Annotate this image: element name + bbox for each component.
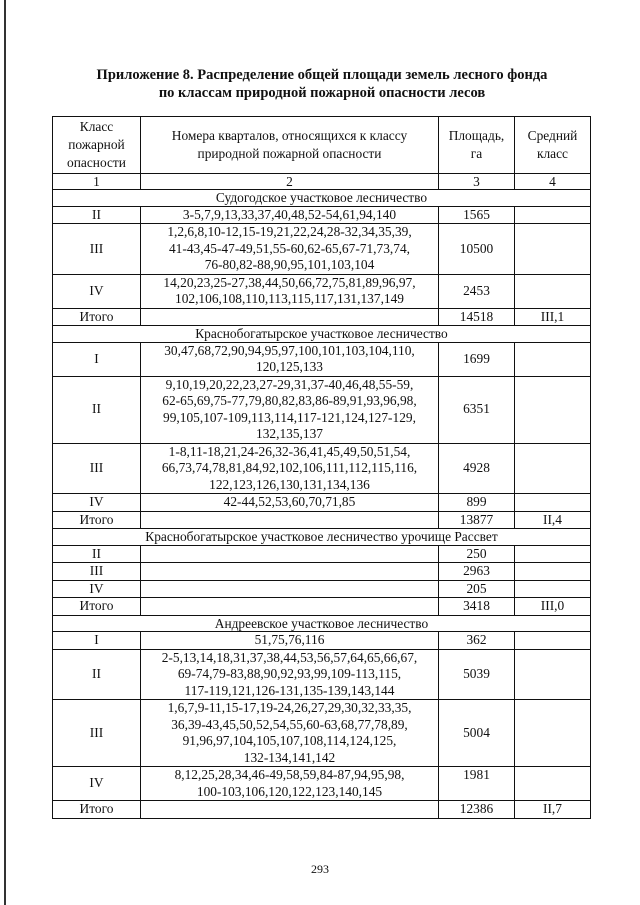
column-number-row	[53, 174, 591, 190]
table-row	[53, 563, 591, 581]
quarters-line: 30,47,68,72,90,94,95,97,100,101,103,104,110,	[164, 342, 415, 358]
table-row	[53, 700, 591, 767]
fire-class-cell: IV	[53, 580, 141, 598]
table-row	[53, 443, 591, 494]
quarters-cell	[141, 545, 439, 563]
total-quarters-cell	[141, 511, 439, 529]
quarters-line: 36,39-43,45,50,52,54,55,60-63,68,77,78,89,	[171, 716, 408, 732]
quarters-line: 122,123,126,130,131,134,136	[209, 476, 370, 492]
quarters-cell	[141, 443, 439, 494]
quarters-line: 1,6,7,9-11,15-17,19-24,26,27,29,30,32,33,35,	[167, 700, 412, 715]
header-class: Класс пожарной опасности	[53, 117, 141, 174]
average-class-cell	[515, 649, 591, 700]
average-class-cell	[515, 767, 591, 801]
area-cell: 5039	[439, 649, 515, 700]
fire-class-cell: IV	[53, 274, 141, 308]
fire-class-cell: III	[53, 443, 141, 494]
quarters-cell	[141, 494, 439, 512]
fire-class-cell: II	[53, 649, 141, 700]
fire-class-cell: II	[53, 376, 141, 443]
header-row	[53, 117, 591, 174]
page-title	[52, 66, 592, 102]
table-row	[53, 649, 591, 700]
area-cell: 1981	[439, 767, 515, 801]
area-cell: 1565	[439, 206, 515, 224]
average-class-cell	[515, 563, 591, 581]
section-name: Судогодское участковое лесничество	[53, 190, 591, 207]
table-row	[53, 494, 591, 512]
total-label: Итого	[53, 598, 141, 616]
quarters-line: 62-65,69,75-77,79,80,82,83,86-89,91,93,96,98,	[162, 393, 417, 408]
table-row	[53, 632, 591, 650]
fire-class-cell: III	[53, 700, 141, 767]
scan-edge-line	[4, 0, 6, 905]
section-name: Краснобогатырское участковое лесничество	[53, 326, 591, 343]
quarters-cell	[141, 376, 439, 443]
area-cell: 10500	[439, 224, 515, 275]
quarters-line: 2-5,13,14,18,31,37,38,44,53,56,57,64,65,66,67,	[161, 649, 418, 665]
average-class-cell	[515, 545, 591, 563]
total-row	[53, 308, 591, 326]
fire-class-cell: III	[53, 563, 141, 581]
area-cell: 1699	[439, 342, 515, 376]
area-cell: 205	[439, 580, 515, 598]
quarters-cell	[141, 206, 439, 224]
average-class-cell	[515, 224, 591, 275]
quarters-line: 9,10,19,20,22,23,27-29,31,37-40,46,48,55-59,	[165, 376, 414, 392]
quarters-line: 42-44,52,53,60,70,71,85	[223, 494, 356, 509]
total-row	[53, 598, 591, 616]
table-row	[53, 580, 591, 598]
area-cell: 899	[439, 494, 515, 512]
column-number: 4	[515, 174, 591, 190]
table-body	[53, 190, 591, 819]
quarters-cell	[141, 274, 439, 308]
average-class-cell	[515, 443, 591, 494]
area-cell: 250	[439, 545, 515, 563]
quarters-line: 132,135,137	[256, 426, 323, 441]
quarters-line: 8,12,25,28,34,46-49,58,59,84-87,94,95,98,	[174, 767, 405, 782]
header-average: Средний класс	[515, 117, 591, 174]
page-number: 293	[311, 862, 329, 876]
title-line-2: по классам природной пожарной опасности лесов	[158, 85, 486, 101]
section-name: Краснобогатырское участковое лесничество урочище Рассвет	[53, 529, 591, 546]
fire-class-cell: I	[53, 632, 141, 650]
section-header-row	[53, 615, 591, 632]
total-quarters-cell	[141, 598, 439, 616]
fire-class-cell: I	[53, 342, 141, 376]
total-area: 14518	[439, 308, 515, 326]
table-row	[53, 206, 591, 224]
title-line-1: Приложение 8. Распределение общей площади земель лесного фонда	[96, 67, 548, 83]
column-number: 2	[141, 174, 439, 190]
total-row	[53, 801, 591, 819]
area-cell: 5004	[439, 700, 515, 767]
fire-class-cell: II	[53, 545, 141, 563]
total-average-class: II,7	[515, 801, 591, 819]
fire-class-cell: IV	[53, 494, 141, 512]
total-label: Итого	[53, 511, 141, 529]
quarters-cell	[141, 767, 439, 801]
area-cell: 4928	[439, 443, 515, 494]
average-class-cell	[515, 632, 591, 650]
quarters-line: 41-43,45-47-49,51,55-60,62-65,67-71,73,74,	[168, 240, 410, 256]
total-average-class: III,0	[515, 598, 591, 616]
average-class-cell	[515, 376, 591, 443]
table-row	[53, 376, 591, 443]
total-average-class: II,4	[515, 511, 591, 529]
quarters-line: 99,105,107-109,113,114,117-121,124,127-129,	[163, 409, 416, 425]
total-row	[53, 511, 591, 529]
average-class-cell	[515, 206, 591, 224]
average-class-cell	[515, 494, 591, 512]
quarters-cell	[141, 563, 439, 581]
quarters-line: 102,106,108,110,113,115,117,131,137,149	[175, 291, 404, 306]
table-row	[53, 767, 591, 801]
table-row	[53, 224, 591, 275]
table-row	[53, 274, 591, 308]
quarters-line: 120,125,133	[256, 359, 323, 374]
area-cell: 6351	[439, 376, 515, 443]
total-quarters-cell	[141, 801, 439, 819]
quarters-line: 14,20,23,25-27,38,44,50,66,72,75,81,89,96,97,	[163, 274, 416, 290]
quarters-line: 51,75,76,116	[254, 632, 325, 647]
total-average-class: III,1	[515, 308, 591, 326]
quarters-line: 1-8,11-18,21,24-26,32-36,41,45,49,50,51,54,	[168, 443, 411, 459]
quarters-cell	[141, 632, 439, 650]
quarters-line: 100-103,106,120,122,123,140,145	[196, 783, 383, 799]
fire-class-cell: II	[53, 206, 141, 224]
header-area: Площадь, га	[439, 117, 515, 174]
fire-class-cell: III	[53, 224, 141, 275]
area-cell: 2453	[439, 274, 515, 308]
quarters-line: 66,73,74,78,81,84,92,102,106,111,112,115,116,	[161, 460, 418, 475]
quarters-cell	[141, 224, 439, 275]
quarters-line: 91,96,97,104,105,107,108,114,124,125,	[182, 733, 397, 748]
quarters-cell	[141, 342, 439, 376]
total-area: 3418	[439, 598, 515, 616]
quarters-line: 69-74,79-83,88,90,92,93,99,109-113,115,	[177, 666, 402, 681]
section-header-row	[53, 529, 591, 546]
fire-danger-table	[52, 116, 591, 819]
quarters-cell	[141, 649, 439, 700]
column-number: 3	[439, 174, 515, 190]
total-label: Итого	[53, 801, 141, 819]
quarters-cell	[141, 700, 439, 767]
average-class-cell	[515, 342, 591, 376]
table-row	[53, 342, 591, 376]
quarters-line: 117-119,121,126-131,135-139,143,144	[184, 682, 395, 698]
table-row	[53, 545, 591, 563]
header-quarters: Номера кварталов, относящихся к классу природной пожарной опасности	[141, 117, 439, 174]
column-number: 1	[53, 174, 141, 190]
quarters-line: 1,2,6,8,10-12,15-19,21,22,24,28-32,34,35,39,	[167, 224, 412, 239]
section-header-row	[53, 190, 591, 207]
average-class-cell	[515, 700, 591, 767]
average-class-cell	[515, 274, 591, 308]
section-header-row	[53, 326, 591, 343]
area-cell: 362	[439, 632, 515, 650]
quarters-cell	[141, 580, 439, 598]
quarters-line: 132-134,141,142	[243, 749, 336, 765]
total-area: 13877	[439, 511, 515, 529]
total-label: Итого	[53, 308, 141, 326]
total-quarters-cell	[141, 308, 439, 326]
average-class-cell	[515, 580, 591, 598]
quarters-line: 3-5,7,9,13,33,37,40,48,52-54,61,94,140	[182, 206, 397, 222]
quarters-line: 76-80,82-88,90,95,101,103,104	[204, 257, 375, 272]
fire-class-cell: IV	[53, 767, 141, 801]
total-area: 12386	[439, 801, 515, 819]
section-name: Андреевское участковое лесничество	[53, 615, 591, 632]
area-cell: 2963	[439, 563, 515, 581]
